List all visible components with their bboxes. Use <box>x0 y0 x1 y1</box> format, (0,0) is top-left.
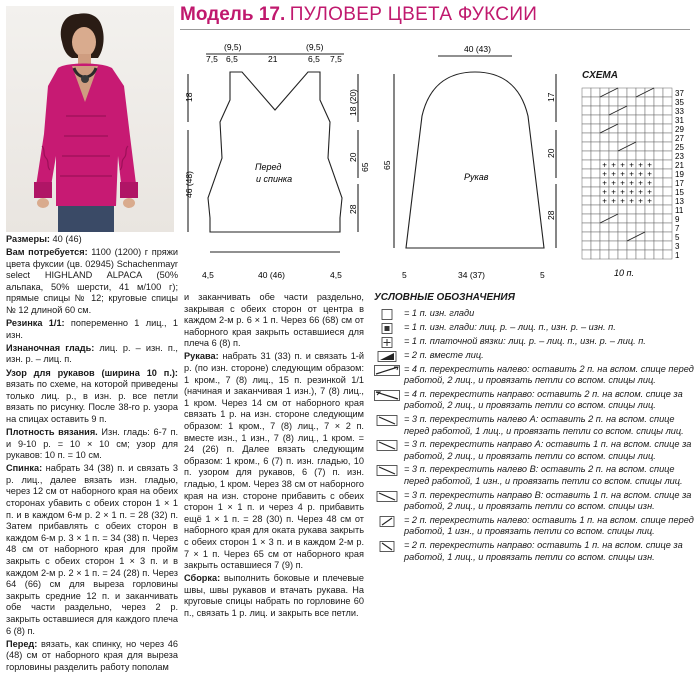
chart-cell <box>582 223 591 232</box>
legend-item <box>374 389 696 412</box>
chart-cell <box>591 196 600 205</box>
chart-cell <box>618 124 627 133</box>
chart-cell <box>627 241 636 250</box>
svg-text:28: 28 <box>348 204 358 214</box>
chart-cell <box>582 151 591 160</box>
svg-text:6,5: 6,5 <box>226 54 238 64</box>
chart-cell <box>609 97 618 106</box>
chart-cell <box>582 178 591 187</box>
chart-plus-symbol: + <box>647 160 652 170</box>
legend-text: = 1 п. изн. глади <box>404 307 475 318</box>
chart-plus-symbol: + <box>638 187 643 197</box>
chart-cell <box>654 115 663 124</box>
chart-cell <box>663 187 672 196</box>
chart-cell <box>654 142 663 151</box>
chart-cell <box>582 205 591 214</box>
legend-item <box>374 336 696 348</box>
svg-text:18: 18 <box>184 92 194 102</box>
chart-cell <box>663 115 672 124</box>
chart-cell <box>609 241 618 250</box>
chart-cell <box>618 151 627 160</box>
chart-cell <box>645 241 654 250</box>
chart-cell <box>654 178 663 187</box>
model-number: Модель 17. <box>180 4 286 25</box>
chart-cell <box>663 178 672 187</box>
svg-text:65: 65 <box>382 160 392 170</box>
chart-cell <box>636 250 645 259</box>
chart-cell <box>627 151 636 160</box>
chart-cell <box>609 88 618 97</box>
chart-plus-symbol: + <box>638 196 643 206</box>
front-back-pattern-diagram <box>180 38 370 286</box>
legend-item <box>374 322 696 334</box>
chart-plus-symbol: + <box>602 196 607 206</box>
chart-cell <box>627 133 636 142</box>
chart-plus-symbol: + <box>647 169 652 179</box>
legend-text: = 3 п. перекрестить налево А: оставить 2 п. на вспом. спице перед работой, 1 лиц., и провязать петли со вспом. спицы лиц. <box>404 413 684 436</box>
page-title <box>180 4 690 30</box>
chart-cell <box>600 133 609 142</box>
chart-cell <box>591 133 600 142</box>
chart-cell <box>582 241 591 250</box>
chart-cell <box>609 124 618 133</box>
chart-row-label: 27 <box>675 134 684 143</box>
svg-text:4,5: 4,5 <box>202 270 214 280</box>
chart-row-label: 29 <box>675 125 684 134</box>
stitch-chart <box>578 84 698 282</box>
svg-text:40 (46): 40 (46) <box>258 270 285 280</box>
svg-text:7,5: 7,5 <box>330 54 342 64</box>
chart-cell <box>582 124 591 133</box>
chart-cell <box>591 151 600 160</box>
chart-cell <box>645 151 654 160</box>
chart-cell <box>654 250 663 259</box>
chart-plus-symbol: + <box>611 178 616 188</box>
chart-plus-symbol: + <box>629 187 634 197</box>
svg-text:65: 65 <box>360 162 370 172</box>
chart-cell <box>618 205 627 214</box>
instruction-paragraph: Сборка: выполнить боковые и плечевые швы, швы рукавов и втачать рукава. На круговые спицы набрать по горловине 60 п., связать 1 р. лиц. и закрыть все петли. <box>184 573 364 619</box>
chart-cell <box>609 214 618 223</box>
chart-cell <box>645 250 654 259</box>
chart-cell <box>591 124 600 133</box>
chart-cell <box>600 214 609 223</box>
chart-cell <box>582 97 591 106</box>
chart-cell <box>636 115 645 124</box>
sleeve-pattern-diagram <box>380 38 570 286</box>
chart-cell <box>627 142 636 151</box>
chart-width-label: 10 п. <box>614 268 634 278</box>
chart-cell <box>654 187 663 196</box>
chart-plus-symbol: + <box>611 160 616 170</box>
chart-cell <box>591 115 600 124</box>
chart-cell <box>654 205 663 214</box>
chart-cell <box>600 223 609 232</box>
chart-plus-symbol: + <box>602 160 607 170</box>
chart-cell <box>636 88 645 97</box>
chart-cell <box>591 223 600 232</box>
chart-row-label: 13 <box>675 197 684 206</box>
chart-cell <box>618 241 627 250</box>
legend-text: = 4 п. перекрестить направо: оставить 2 п. на вспом. спице за работой, 2 лиц., и провязать петли со вспом. спицы лиц. <box>404 388 683 411</box>
chart-cell <box>636 151 645 160</box>
chart-cell <box>627 115 636 124</box>
chart-cell <box>663 196 672 205</box>
chart-cell <box>591 187 600 196</box>
chart-cell <box>663 223 672 232</box>
chart-cell <box>663 169 672 178</box>
legend-heading: УСЛОВНЫЕ ОБОЗНАЧЕНИЯ <box>374 292 515 303</box>
chart-cell <box>600 151 609 160</box>
chart-row-label: 37 <box>675 89 684 98</box>
legend-text: = 2 п. перекрестить направо: оставить 1 п. на вспом. спице за работой, 1 лиц., и провязать петли со вспом. спицы изн. <box>404 539 683 562</box>
instruction-paragraph: Перед: вязать, как спинку, но через 46 (48) см от наборного края для выреза горловины разделить работу пополам <box>6 638 178 672</box>
model-name: ПУЛОВЕР ЦВЕТА ФУКСИИ <box>289 4 538 25</box>
chart-plus-symbol: + <box>647 187 652 197</box>
chart-cell <box>645 214 654 223</box>
chart-cell <box>627 214 636 223</box>
svg-text:7,5: 7,5 <box>206 54 218 64</box>
chart-cell <box>618 214 627 223</box>
chart-cell <box>609 250 618 259</box>
chart-plus-symbol: + <box>611 187 616 197</box>
chart-cell <box>645 88 654 97</box>
chart-cell <box>591 142 600 151</box>
chart-cell <box>663 124 672 133</box>
chart-cell <box>618 115 627 124</box>
chart-cell <box>645 124 654 133</box>
chart-cell <box>654 88 663 97</box>
legend-item <box>374 515 696 538</box>
legend-text: = 3 п. перекрестить направо А: оставить 1 п. на вспом. спице за работой, 2 лиц., и провязать петли со вспом. спицы лиц. <box>404 439 692 461</box>
chart-cell <box>645 133 654 142</box>
chart-cell <box>609 142 618 151</box>
legend-symbol-icon <box>374 415 400 426</box>
chart-cell <box>627 124 636 133</box>
chart-cell <box>609 106 618 115</box>
chart-cell <box>636 223 645 232</box>
svg-text:28: 28 <box>546 210 556 220</box>
chart-cell <box>654 196 663 205</box>
instruction-paragraph: Изнаночная гладь: лиц. р. – изн. п., изн. р. – лиц. п. <box>6 342 178 365</box>
svg-text:21: 21 <box>268 54 278 64</box>
legend-symbol-icon <box>374 390 400 401</box>
chart-cell <box>582 160 591 169</box>
chart-plus-symbol: + <box>620 187 625 197</box>
chart-cell <box>582 187 591 196</box>
instruction-paragraph: Рукава: набрать 31 (33) п. и связать 1-й р. (по изн. стороне) следующим образом: 1 кром., 7 (8) лиц., 15 п. резинкой 1/1 (начиная и заканчивая 1 изн.), 7 (8) лиц., 1 кром. Через 14 см от наборного края связать 1 р. на изн. стороне следующим образом: 1 кром., 7 (8) лиц., 7 × 2 п. вместе изн., 1 изн., 7 (8) лиц., 1 кром. = 24 (26) п. Далее вязать следующим образом: 1 кром., 6 (7) п. изн. гладью, 10 п. узором для рукавов, 6 (7) п. изн. гладью, 1 кром. Через 38 см от наборного края на изн. стороне прибавить с обеих сторон 1 × 1 п. и через 4 р. прибавить ещё 1 × 1 п. = 28 (30) п. Через 48 см от наборного края для оката рукава закрыть с обеих сторон 1 × 3 п. и в каждом 2-м р. 7 × 1 п. Через 65 см от наборного края закрыть оставшиеся 7 (9) п. <box>184 351 364 571</box>
chart-cell <box>663 160 672 169</box>
chart-cell <box>636 97 645 106</box>
chart-row-label: 25 <box>675 143 684 152</box>
chart-plus-symbol: + <box>602 178 607 188</box>
svg-text:20: 20 <box>546 148 556 158</box>
chart-row-label: 19 <box>675 170 684 179</box>
chart-plus-symbol: + <box>620 169 625 179</box>
chart-cell <box>636 106 645 115</box>
instructions-column-1 <box>6 234 178 675</box>
legend <box>374 292 696 638</box>
svg-text:5: 5 <box>540 270 545 280</box>
chart-plus-symbol: + <box>620 178 625 188</box>
chart-cell <box>618 142 627 151</box>
chart-cell <box>663 106 672 115</box>
legend-symbol-icon <box>374 309 400 320</box>
svg-text:4,5: 4,5 <box>330 270 342 280</box>
chart-row-label: 1 <box>675 251 680 260</box>
chart-plus-symbol: + <box>647 178 652 188</box>
svg-text:(9,5): (9,5) <box>224 42 242 52</box>
chart-row-label: 15 <box>675 188 684 197</box>
chart-cell <box>582 133 591 142</box>
legend-symbol-icon <box>374 465 400 476</box>
chart-cell <box>600 205 609 214</box>
legend-item <box>374 490 696 513</box>
chart-cell <box>582 214 591 223</box>
chart-row-label: 11 <box>675 206 684 215</box>
chart-cell <box>636 142 645 151</box>
legend-symbol-icon <box>374 541 400 552</box>
chart-cell <box>600 97 609 106</box>
chart-row-label: 21 <box>675 161 684 170</box>
chart-cell <box>582 115 591 124</box>
legend-item <box>374 439 696 462</box>
chart-plus-symbol: + <box>602 187 607 197</box>
chart-cell <box>654 232 663 241</box>
chart-cell <box>591 160 600 169</box>
chart-cell <box>645 232 654 241</box>
chart-cell <box>600 115 609 124</box>
chart-cell <box>627 97 636 106</box>
svg-text:40 (43): 40 (43) <box>464 44 491 54</box>
chart-cell <box>636 205 645 214</box>
chart-cell <box>609 151 618 160</box>
chart-cell <box>591 214 600 223</box>
svg-text:17: 17 <box>546 92 556 102</box>
chart-cell <box>591 106 600 115</box>
chart-row-label: 31 <box>675 116 684 125</box>
chart-plus-symbol: + <box>620 196 625 206</box>
chart-cell <box>609 223 618 232</box>
legend-symbol-icon <box>374 440 400 451</box>
chart-plus-symbol: + <box>611 169 616 179</box>
chart-cell <box>582 232 591 241</box>
legend-symbol-icon <box>374 516 400 527</box>
instruction-paragraph: и заканчивать обе части раздельно, закрывая с обеих сторон от центра в каждом 2-м р. 6 × 1 п. Через 66 (68) см от наборного края закрыть оставшиеся для плеча 6 (8) п. <box>184 292 364 349</box>
svg-text:18 (20): 18 (20) <box>348 89 358 116</box>
chart-plus-symbol: + <box>638 169 643 179</box>
chart-row-label: 9 <box>675 215 680 224</box>
chart-row-label: 35 <box>675 98 684 107</box>
legend-symbol-icon <box>374 365 400 376</box>
legend-text: = 3 п. перекрестить налево В: оставить 2 п. на вспом. спице перед работой, 1 изн., и провязать петли со вспом. спицы лиц. <box>404 464 683 486</box>
chart-cell <box>654 169 663 178</box>
chart-cell <box>600 88 609 97</box>
chart-cell <box>600 142 609 151</box>
chart-row-label: 5 <box>675 233 680 242</box>
chart-plus-symbol: + <box>602 169 607 179</box>
legend-text: = 2 п. вместе лиц. <box>404 349 484 360</box>
legend-text: = 4 п. перекрестить налево: оставить 2 п. на вспом. спице перед работой, 2 лиц., и провязать петли со вспом. спицы лиц. <box>404 363 694 386</box>
chart-cell <box>609 232 618 241</box>
chart-cell <box>609 205 618 214</box>
chart-cell <box>591 250 600 259</box>
chart-cell <box>654 97 663 106</box>
chart-plus-symbol: + <box>647 196 652 206</box>
chart-cell <box>663 142 672 151</box>
chart-cell <box>582 142 591 151</box>
chart-cell <box>582 196 591 205</box>
chart-cell <box>654 241 663 250</box>
chart-cell <box>591 205 600 214</box>
legend-item <box>374 464 696 487</box>
chart-cell <box>663 151 672 160</box>
legend-text: = 1 п. изн. глади: лиц. р. – лиц. п., изн. р. – изн. п. <box>404 321 616 332</box>
model-photo <box>6 6 174 232</box>
chart-cell <box>600 232 609 241</box>
chart-cell <box>618 106 627 115</box>
chart-row-label: 17 <box>675 179 684 188</box>
front-label-1: Перед <box>255 162 282 172</box>
instructions-column-2 <box>184 292 364 621</box>
legend-symbol-icon <box>374 491 400 502</box>
legend-item <box>374 414 696 437</box>
chart-plus-symbol: + <box>638 160 643 170</box>
chart-cell <box>582 250 591 259</box>
chart-row-label: 3 <box>675 242 680 251</box>
chart-plus-symbol: + <box>638 178 643 188</box>
chart-cell <box>636 124 645 133</box>
svg-text:6,5: 6,5 <box>308 54 320 64</box>
chart-cell <box>654 223 663 232</box>
svg-text:46 (48): 46 (48) <box>184 171 194 198</box>
chart-cell <box>600 124 609 133</box>
chart-plus-symbol: + <box>611 196 616 206</box>
chart-cell <box>645 97 654 106</box>
chart-cell <box>591 178 600 187</box>
chart-cell <box>645 223 654 232</box>
legend-item <box>374 308 696 320</box>
legend-symbol-icon <box>374 351 400 362</box>
svg-text:(9,5): (9,5) <box>306 42 324 52</box>
instruction-paragraph: Узор для рукавов (ширина 10 п.): вязать по схеме, на которой приведены только лиц. р., в изн. р. все петли вязать по рисунку. После 38-го р. узора на спицах оставить 9 п. <box>6 367 178 424</box>
chart-plus-symbol: + <box>629 178 634 188</box>
legend-symbol-icon <box>374 337 400 348</box>
schema-title: СХЕМА <box>582 70 618 81</box>
legend-item <box>374 540 696 563</box>
chart-cell <box>627 223 636 232</box>
chart-cell <box>663 205 672 214</box>
legend-item <box>374 364 696 387</box>
chart-plus-symbol: + <box>629 196 634 206</box>
instruction-paragraph: Резинка 1/1: попеременно 1 лиц., 1 изн. <box>6 318 178 340</box>
instruction-paragraph: Размеры: 40 (46) <box>6 234 82 244</box>
chart-cell <box>663 232 672 241</box>
chart-cell <box>654 124 663 133</box>
front-label-2: и спинка <box>256 174 293 184</box>
chart-row-label: 23 <box>675 152 684 161</box>
chart-row-label: 7 <box>675 224 680 233</box>
chart-cell <box>627 205 636 214</box>
chart-cell <box>609 115 618 124</box>
chart-cell <box>636 133 645 142</box>
chart-cell <box>618 88 627 97</box>
instruction-paragraph: Спинка: набрать 34 (38) п. и связать 3 р. лиц., далее вязать изн. гладью, через 12 см от наборного края на обеих сторонах убавить с обеих сторон 1 × 1 п. и в каждом 6-м р. 2 × 1 п. = 28 (32) п. Затем прибавлять с обеих сторон в каждом 6-м р. 3 × 1 п. = 34 (38) п. Через 48 см от наборного края для пройм закрыть с обеих сторон 1 × 3 п. и в каждом 2-м р. 2 × 1 п. = 24 (28) п. Через 64 (66) см для выреза горловины закрыть средние 12 п. и заканчивать обе части раздельно, через 2 р. закрыть оставшиеся для каждого плеча 6 (8) п. <box>6 463 178 636</box>
chart-cell <box>654 106 663 115</box>
chart-cell <box>618 223 627 232</box>
chart-cell <box>636 232 645 241</box>
chart-cell <box>663 97 672 106</box>
chart-cell <box>591 97 600 106</box>
svg-text:20: 20 <box>348 152 358 162</box>
chart-cell <box>654 160 663 169</box>
chart-cell <box>591 169 600 178</box>
chart-cell <box>663 133 672 142</box>
legend-text: = 3 п. перекрестить направо В: оставить 1 п. на вспом. спице за работой, 2 лиц., и провязать петли со вспом. спицы изн. <box>404 489 692 512</box>
chart-plus-symbol: + <box>629 169 634 179</box>
chart-cell <box>627 88 636 97</box>
chart-cell <box>645 142 654 151</box>
chart-cell <box>627 232 636 241</box>
chart-cell <box>636 214 645 223</box>
chart-cell <box>618 97 627 106</box>
chart-cell <box>609 133 618 142</box>
chart-cell <box>618 232 627 241</box>
chart-cell <box>645 205 654 214</box>
chart-cell <box>582 88 591 97</box>
chart-plus-symbol: + <box>620 160 625 170</box>
chart-cell <box>645 115 654 124</box>
chart-cell <box>654 214 663 223</box>
chart-cell <box>591 241 600 250</box>
chart-cell <box>600 106 609 115</box>
chart-cell <box>654 151 663 160</box>
svg-text:34 (37): 34 (37) <box>458 270 485 280</box>
sleeve-label: Рукав <box>464 172 489 182</box>
chart-cell <box>618 133 627 142</box>
chart-cell <box>582 106 591 115</box>
chart-cell <box>600 250 609 259</box>
chart-cell <box>627 250 636 259</box>
svg-text:5: 5 <box>402 270 407 280</box>
chart-cell <box>663 88 672 97</box>
legend-text: = 2 п. перекрестить налево: оставить 1 п. на вспом. спице перед работой, 1 изн., и провязать петли со вспом. спицы лиц. <box>404 514 694 537</box>
chart-cell <box>663 250 672 259</box>
legend-symbol-icon <box>374 323 400 334</box>
chart-cell <box>663 241 672 250</box>
legend-text: = 1 п. платочной вязки: лиц. р. – лиц. п., изн. р. – лиц. п. <box>404 335 646 346</box>
chart-cell <box>591 232 600 241</box>
chart-cell <box>663 214 672 223</box>
chart-cell <box>645 106 654 115</box>
chart-plus-symbol: + <box>629 160 634 170</box>
chart-cell <box>591 88 600 97</box>
instruction-paragraph: Вам потребуется: 1100 (1200) г пряжи цвета фуксии (цв. 02945) Schachenmayr select HIGHLAND ALPACA (50% альпака, 50% шерсти, 41 м/100 г); прямые спицы № 12; круговые спицы № 12 длиной 60 см. <box>6 247 178 316</box>
instruction-paragraph: Плотность вязания. Изн. гладь: 6-7 п. и 9-10 р. = 10 × 10 см; узор для рукавов: 10 п. = 10 см. <box>6 427 179 461</box>
chart-cell <box>582 169 591 178</box>
chart-cell <box>627 106 636 115</box>
chart-cell <box>654 133 663 142</box>
chart-cell <box>636 241 645 250</box>
chart-row-label: 33 <box>675 107 684 116</box>
chart-cell <box>600 241 609 250</box>
legend-item <box>374 350 696 362</box>
chart-cell <box>618 250 627 259</box>
